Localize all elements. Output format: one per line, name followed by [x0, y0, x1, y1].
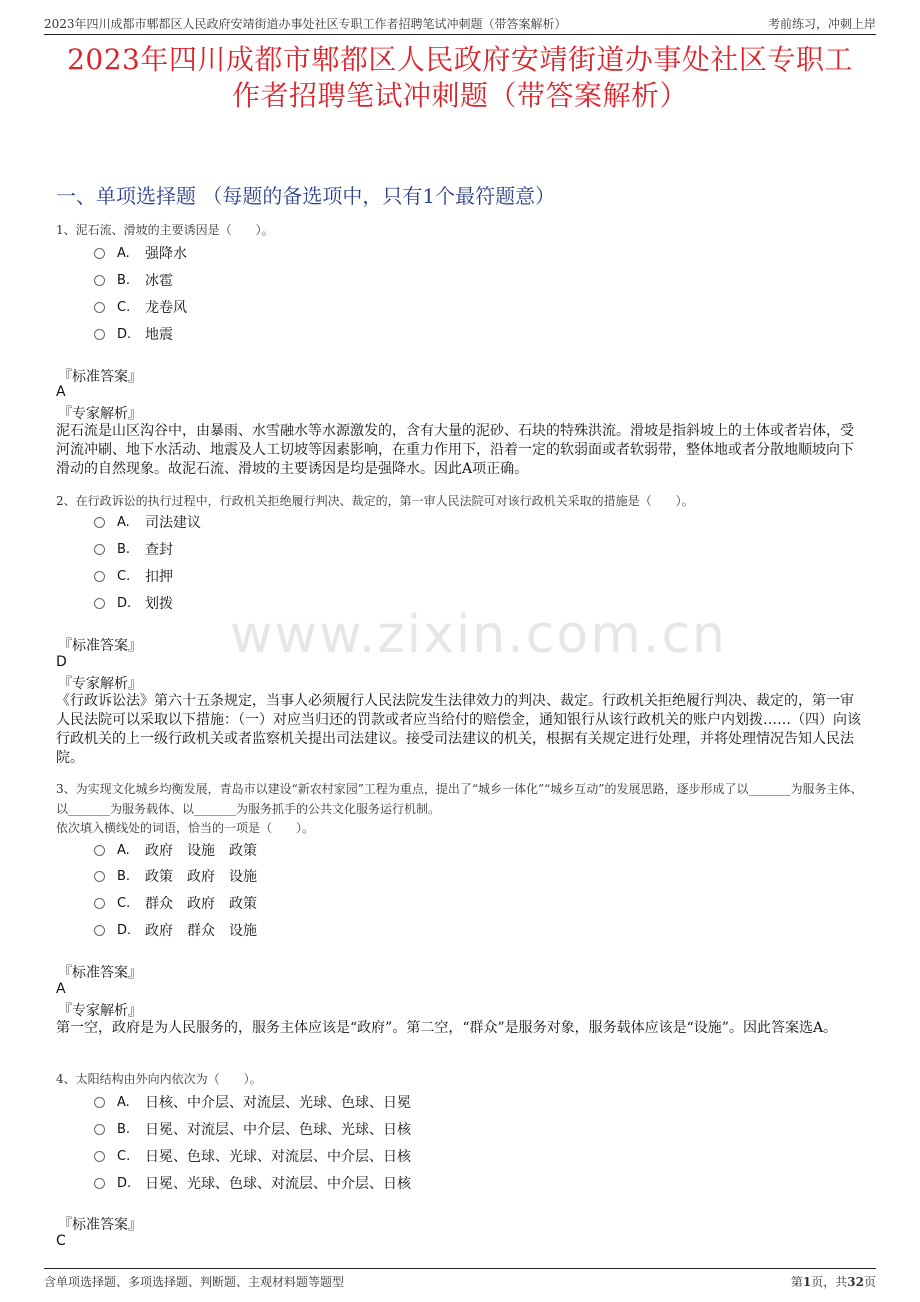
- option-letter: B.: [117, 1121, 131, 1137]
- radio-icon[interactable]: [94, 845, 105, 856]
- question-2-text: 2、在行政诉讼的执行过程中，行政机关拒绝履行判决、裁定的，第一审人民法院可对该行政机关采取的措施是（ ）。: [56, 494, 694, 508]
- q1-answer: A: [56, 384, 66, 400]
- option-text: 冰雹: [145, 273, 173, 289]
- option-text: 日核、中介层、对流层、光球、色球、日冕: [145, 1095, 411, 1111]
- radio-icon[interactable]: [94, 302, 105, 313]
- q1-option-c[interactable]: [94, 297, 187, 317]
- section-heading: 一、单项选择题 （每题的备选项中，只有1个最符题意）: [56, 184, 556, 208]
- question-3-text: 3、为实现文化城乡均衡发展，青岛市以建设“新农村家园”工程为重点，提出了“城乡一体化”“城乡互动”的发展思路，逐步形成了以_______为服务主体、以_______为服务载体、以_______为服务抓手的公共文化服务运行机制。: [56, 782, 863, 816]
- radio-icon[interactable]: [94, 248, 105, 259]
- option-letter: B.: [117, 868, 131, 884]
- option-text: 政府 设施 政策: [145, 843, 257, 859]
- title-line-2: 作者招聘笔试冲刺题（带答案解析）: [231, 79, 688, 112]
- option-text: 龙卷风: [145, 300, 187, 316]
- document-title: [44, 42, 876, 114]
- q1-analysis: 泥石流是山区沟谷中，由暴雨、水雪融水等水源激发的，含有大量的泥砂、石块的特殊洪流。滑坡是指斜坡上的土体或者岩体，受河流冲刷、地下水活动、地震及人工切坡等因素影响，在重力作用下，沿着一定的软弱面或者软弱带，整体地或者分散地顺坡向下滑动的自然现象。故泥石流、滑坡的主要诱因是均是强降水。因此A项正确。: [56, 423, 854, 477]
- page-header: [44, 12, 876, 35]
- question-1-text: 1、泥石流、滑坡的主要诱因是（ ）。: [56, 223, 274, 237]
- analysis-label: 『专家解析』: [58, 676, 142, 692]
- option-text: 强降水: [145, 246, 187, 262]
- radio-icon[interactable]: [94, 1124, 105, 1135]
- option-letter: C.: [117, 895, 131, 911]
- option-text: 政府 群众 设施: [145, 923, 257, 939]
- option-text: 地震: [145, 327, 173, 343]
- watermark: www.zixin.com.cn: [230, 605, 727, 665]
- q2-option-d[interactable]: [94, 593, 173, 613]
- option-letter: C.: [117, 1148, 131, 1164]
- analysis-label: 『专家解析』: [58, 1003, 142, 1019]
- q4-option-d[interactable]: [94, 1173, 411, 1193]
- q4-option-b[interactable]: [94, 1119, 411, 1139]
- page-number: 1: [802, 1274, 812, 1289]
- q3-answer: A: [56, 981, 66, 997]
- q3-analysis: 第一空，政府是为人民服务的，服务主体应该是“政府”。第二空，“群众”是服务对象，服务载体应该是“设施”。因此答案选A。: [56, 1020, 838, 1036]
- q2-option-a[interactable]: [94, 512, 201, 532]
- answer-label: 『标准答案』: [58, 369, 142, 385]
- q4-option-c[interactable]: [94, 1146, 411, 1166]
- option-letter: A.: [117, 514, 130, 530]
- option-letter: D.: [117, 595, 132, 611]
- radio-icon[interactable]: [94, 871, 105, 882]
- page-mid: 页，共: [811, 1274, 848, 1289]
- q2-answer: D: [56, 654, 67, 670]
- radio-icon[interactable]: [94, 329, 105, 340]
- q1-option-d[interactable]: [94, 324, 173, 344]
- radio-icon[interactable]: [94, 1178, 105, 1189]
- option-text: 日冕、对流层、中介层、色球、光球、日核: [145, 1122, 411, 1138]
- option-text: 群众 政府 政策: [145, 896, 257, 912]
- option-text: 政策 政府 设施: [145, 869, 257, 885]
- option-letter: A.: [117, 245, 130, 261]
- q4-answer: C: [56, 1233, 66, 1249]
- analysis-label: 『专家解析』: [58, 406, 142, 422]
- radio-icon[interactable]: [94, 598, 105, 609]
- page-total: 32: [847, 1274, 864, 1289]
- option-letter: B.: [117, 541, 131, 557]
- radio-icon[interactable]: [94, 1151, 105, 1162]
- option-letter: A.: [117, 842, 130, 858]
- answer-label: 『标准答案』: [58, 638, 142, 654]
- q3-option-b[interactable]: [94, 866, 257, 886]
- page-suffix: 页: [863, 1274, 876, 1289]
- option-letter: C.: [117, 568, 131, 584]
- title-line-1: 2023年四川成都市郫都区人民政府安靖街道办事处社区专职工: [67, 43, 853, 76]
- radio-icon[interactable]: [94, 544, 105, 555]
- option-letter: D.: [117, 1175, 132, 1191]
- radio-icon[interactable]: [94, 571, 105, 582]
- radio-icon[interactable]: [94, 1097, 105, 1108]
- q1-option-b[interactable]: [94, 270, 173, 290]
- q3-option-c[interactable]: [94, 893, 257, 913]
- q4-option-a[interactable]: [94, 1092, 411, 1112]
- radio-icon[interactable]: [94, 275, 105, 286]
- option-text: 扣押: [145, 569, 173, 585]
- question-3-prompt: 依次填入横线处的词语，恰当的一项是（ ）。: [56, 821, 315, 835]
- page-footer: [44, 1268, 876, 1291]
- header-doc-title: 2023年四川成都市郫都区人民政府安靖街道办事处社区专职工作者招聘笔试冲刺题（带答案解析）: [44, 17, 567, 31]
- q1-option-a[interactable]: [94, 243, 187, 263]
- answer-label: 『标准答案』: [58, 1217, 142, 1233]
- radio-icon[interactable]: [94, 517, 105, 528]
- option-letter: D.: [117, 326, 132, 342]
- header-slogan: 考前练习，冲刺上岸: [767, 17, 876, 31]
- q2-option-c[interactable]: [94, 566, 173, 586]
- question-4-text: 4、太阳结构由外向内依次为（ ）。: [56, 1072, 262, 1086]
- option-text: 日冕、色球、光球、对流层、中介层、日核: [145, 1149, 411, 1165]
- option-text: 划拨: [145, 596, 173, 612]
- page-prefix: 第: [790, 1274, 803, 1289]
- option-text: 日冕、光球、色球、对流层、中介层、日核: [145, 1176, 411, 1192]
- option-letter: B.: [117, 272, 131, 288]
- option-letter: D.: [117, 922, 132, 938]
- radio-icon[interactable]: [94, 925, 105, 936]
- q2-analysis: 《行政诉讼法》第六十五条规定，当事人必须履行人民法院发生法律效力的判决、裁定。行政机关拒绝履行判决、裁定的，第一审人民法院可以采取以下措施：（一）对应当归还的罚款或者应当给付的赔偿金，通知银行从该行政机关的账户内划拨……（四）向该行政机关的上一级行政机关或者监察机关提出司法建议。接受司法建议的机关，根据有关规定进行处理，并将处理情况告知人民法院。: [56, 693, 861, 766]
- option-letter: A.: [117, 1094, 130, 1110]
- q3-option-d[interactable]: [94, 920, 257, 940]
- option-text: 查封: [145, 542, 173, 558]
- answer-label: 『标准答案』: [58, 965, 142, 981]
- q3-option-a[interactable]: [94, 840, 257, 860]
- option-letter: C.: [117, 299, 131, 315]
- option-text: 司法建议: [145, 515, 201, 531]
- radio-icon[interactable]: [94, 898, 105, 909]
- q2-option-b[interactable]: [94, 539, 173, 559]
- page-indicator: [791, 1273, 876, 1290]
- footer-question-types: 含单项选择题、多项选择题、判断题、主观材料题等题型: [44, 1274, 345, 1289]
